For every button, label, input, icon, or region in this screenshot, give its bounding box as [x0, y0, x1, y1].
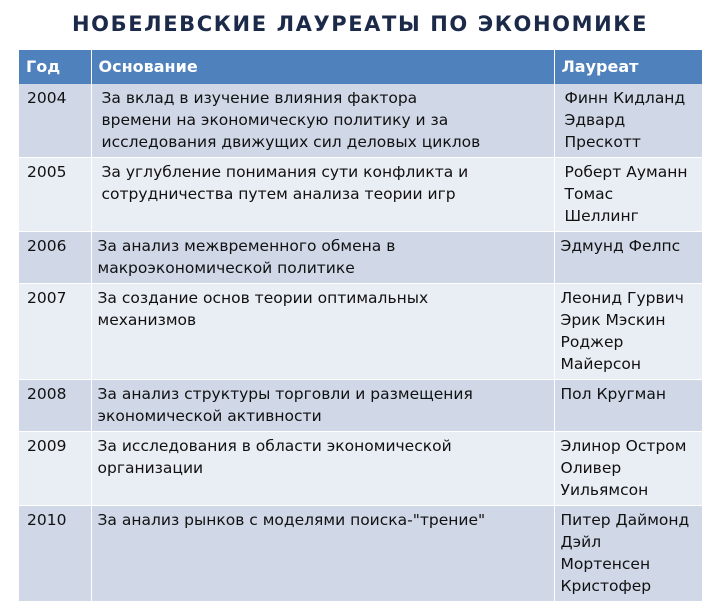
reason-line: экономической активности [97, 407, 322, 425]
reason-line: За исследования в области экономической [97, 437, 452, 455]
reason-cell [91, 84, 554, 158]
header-laureate: Лауреат [554, 50, 702, 84]
table-row [19, 232, 702, 284]
page-title: НОБЕЛЕВСКИЕ ЛАУРЕАТЫ ПО ЭКОНОМИКЕ [71, 12, 649, 36]
laureate-cell [554, 158, 702, 232]
laureate-line: Леонид Гурвич [560, 289, 684, 307]
laureate-cell [554, 232, 702, 284]
table-row [19, 84, 702, 158]
reason-cell [91, 158, 554, 232]
reason-line: За анализ рынков с моделями поиска-"трение" [97, 511, 486, 529]
laureate-cell [554, 284, 702, 380]
table-header-row [19, 50, 702, 84]
laureate-cell [554, 380, 702, 432]
reason-line: За углубление понимания сути конфликта и [101, 163, 469, 181]
table-row [19, 284, 702, 380]
reason-line: За анализ структуры торговли и размещения [97, 385, 473, 403]
reason-line: исследования движущих сил деловых циклов [101, 133, 481, 151]
laureate-line: Финн Кидланд [564, 89, 686, 107]
table-row [19, 158, 702, 232]
reason-cell [91, 506, 554, 602]
reason-cell [91, 380, 554, 432]
reason-line: За вклад в изучение влияния фактора [101, 89, 418, 107]
reason-line: За создание основ теории оптимальных [97, 289, 429, 307]
laureate-line: Оливер [560, 459, 622, 477]
laureate-line: Эдвард [564, 111, 626, 129]
laureate-line: Эдмунд Фелпс [560, 237, 681, 255]
reason-line: макроэкономической политике [97, 259, 355, 277]
reason-cell [91, 284, 554, 380]
year-cell: 2010 [19, 506, 91, 602]
laureate-cell [554, 506, 702, 602]
year-cell: 2007 [19, 284, 91, 380]
year-cell: 2009 [19, 432, 91, 506]
year-cell: 2004 [19, 84, 91, 158]
year-cell: 2005 [19, 158, 91, 232]
header-year: Год [19, 50, 91, 84]
laureate-line: Роджер [560, 333, 624, 351]
laureate-line: Мортенсен [560, 555, 651, 573]
table-row [19, 380, 702, 432]
laureate-cell [554, 432, 702, 506]
laureate-line: Прескотт [564, 133, 641, 151]
table-row [19, 506, 702, 602]
laureate-line: Элинор Остром [560, 437, 687, 455]
reason-cell [91, 232, 554, 284]
laureates-table [19, 50, 703, 602]
table-row [19, 432, 702, 506]
laureate-cell [554, 84, 702, 158]
year-cell: 2008 [19, 380, 91, 432]
year-cell: 2006 [19, 232, 91, 284]
reason-line: механизмов [97, 311, 197, 329]
laureate-line: Пол Кругман [560, 385, 666, 403]
laureate-line: Питер Даймонд [560, 511, 690, 529]
laureate-line: Эрик Мэскин [560, 311, 666, 329]
laureate-line: Уильямсон [560, 481, 649, 499]
laureate-line: Томас [564, 185, 614, 203]
reason-line: За анализ межвременного обмена в [97, 237, 396, 255]
laureate-line: Дэйл [560, 533, 602, 551]
header-reason: Основание [91, 50, 554, 84]
reason-line: сотрудничества путем анализа теории игр [101, 185, 456, 203]
laureate-line: Кристофер [560, 577, 652, 595]
reason-cell [91, 432, 554, 506]
laureate-line: Роберт Ауманн [564, 163, 688, 181]
reason-line: времени на экономическую политику и за [101, 111, 449, 129]
reason-line: организации [97, 459, 204, 477]
laureate-line: Шеллинг [564, 207, 639, 225]
laureate-line: Майерсон [560, 355, 641, 373]
